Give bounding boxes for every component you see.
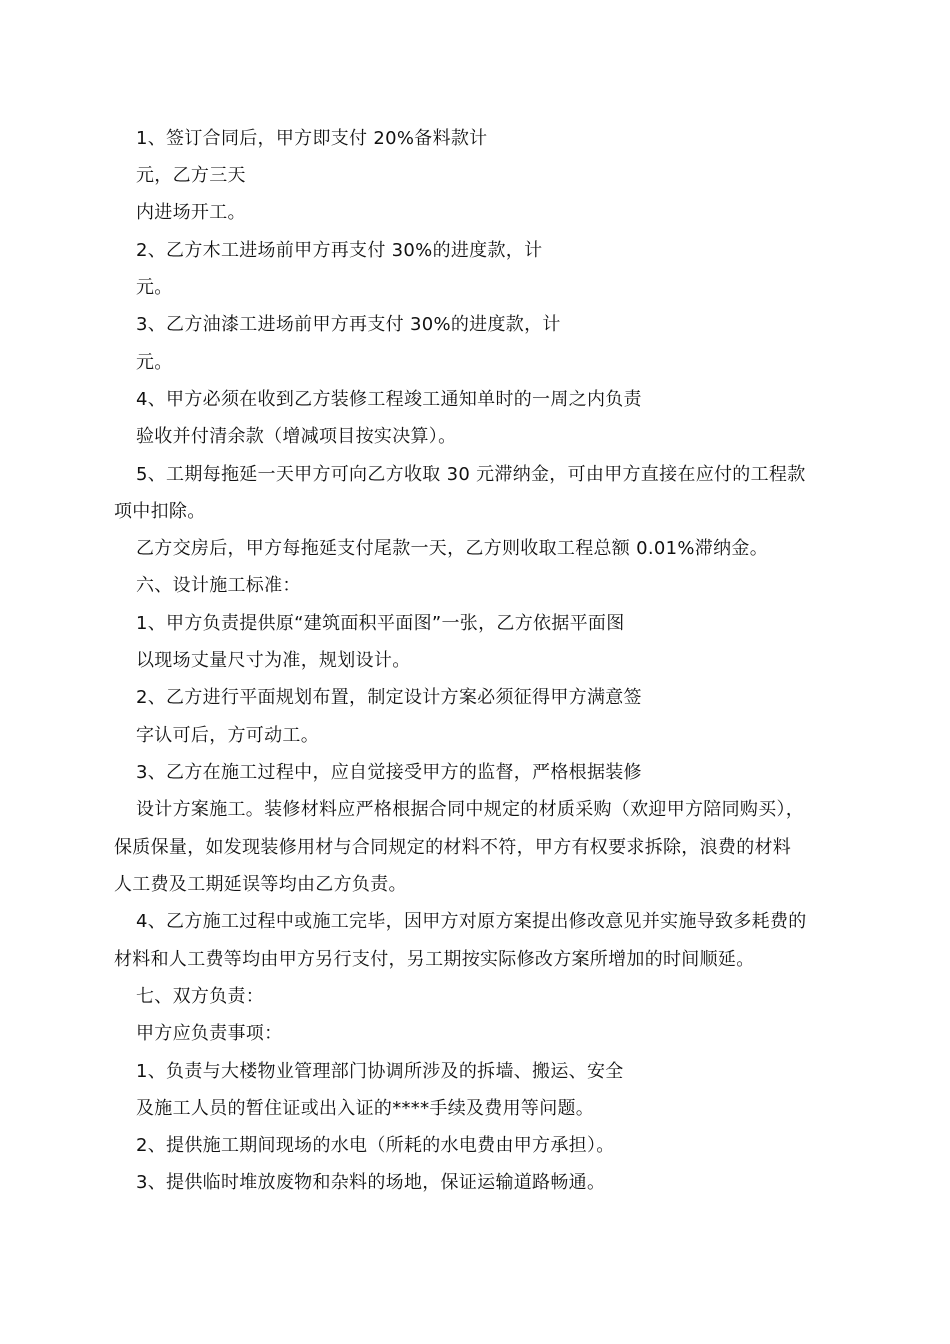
text-line: 1、负责与大楼物业管理部门协调所涉及的拆墙、搬运、安全 — [136, 1061, 624, 1082]
text-line: 内进场开工。 — [136, 202, 246, 223]
text-line: 保质保量，如发现装修用材与合同规定的材料不符，甲方有权要求拆除，浪费的材料 — [114, 837, 792, 858]
text-line: 及施工人员的暂住证或出入证的****手续及费用等问题。 — [136, 1098, 595, 1119]
text-line: 4、甲方必须在收到乙方装修工程竣工通知单时的一周之内负责 — [136, 389, 642, 410]
text-line: 2、乙方进行平面规划布置，制定设计方案必须征得甲方满意签 — [136, 687, 642, 708]
text-line: 1、甲方负责提供原“建筑面积平面图”一张，乙方依据平面图 — [136, 613, 625, 634]
text-line: 5、工期每拖延一天甲方可向乙方收取 30 元滞纳金，可由甲方直接在应付的工程款 — [136, 464, 806, 485]
text-line: 设计方案施工。装修材料应严格根据合同中规定的材质采购（欢迎甲方陪同购买）， — [136, 799, 805, 820]
text-line: 验收并付清余款（增减项目按实决算）。 — [136, 426, 457, 447]
text-line: 元。 — [136, 277, 173, 298]
text-line: 3、乙方油漆工进场前甲方再支付 30%的进度款，计 — [136, 314, 561, 335]
text-line: 1、签订合同后，甲方即支付 20%备料款计 — [136, 128, 488, 149]
section-heading: 七、双方负责： — [136, 986, 265, 1007]
text-line: 元，乙方三天 — [136, 165, 246, 186]
text-line: 4、乙方施工过程中或施工完毕，因甲方对原方案提出修改意见并实施导致多耗费的 — [136, 911, 807, 932]
text-line: 元。 — [136, 352, 173, 373]
text-line: 字认可后，方可动工。 — [136, 725, 319, 746]
text-line: 材料和人工费等均由甲方另行支付，另工期按实际修改方案所增加的时间顺延。 — [114, 949, 755, 970]
text-line: 以现场丈量尺寸为准，规划设计。 — [136, 650, 411, 671]
text-line: 2、乙方木工进场前甲方再支付 30%的进度款，计 — [136, 240, 543, 261]
text-line: 2、提供施工期间现场的水电（所耗的水电费由甲方承担）。 — [136, 1135, 615, 1156]
text-line: 3、提供临时堆放废物和杂料的场地，保证运输道路畅通。 — [136, 1172, 606, 1193]
text-line: 乙方交房后，甲方每拖延支付尾款一天，乙方则收取工程总额 0.01%滞纳金。 — [136, 538, 768, 559]
text-line: 人工费及工期延误等均由乙方负责。 — [114, 874, 407, 895]
text-line: 项中扣除。 — [114, 501, 206, 522]
subsection-heading: 甲方应负责事项： — [136, 1023, 283, 1044]
text-line: 3、乙方在施工过程中，应自觉接受甲方的监督，严格根据装修 — [136, 762, 642, 783]
section-heading: 六、设计施工标准： — [136, 575, 301, 596]
